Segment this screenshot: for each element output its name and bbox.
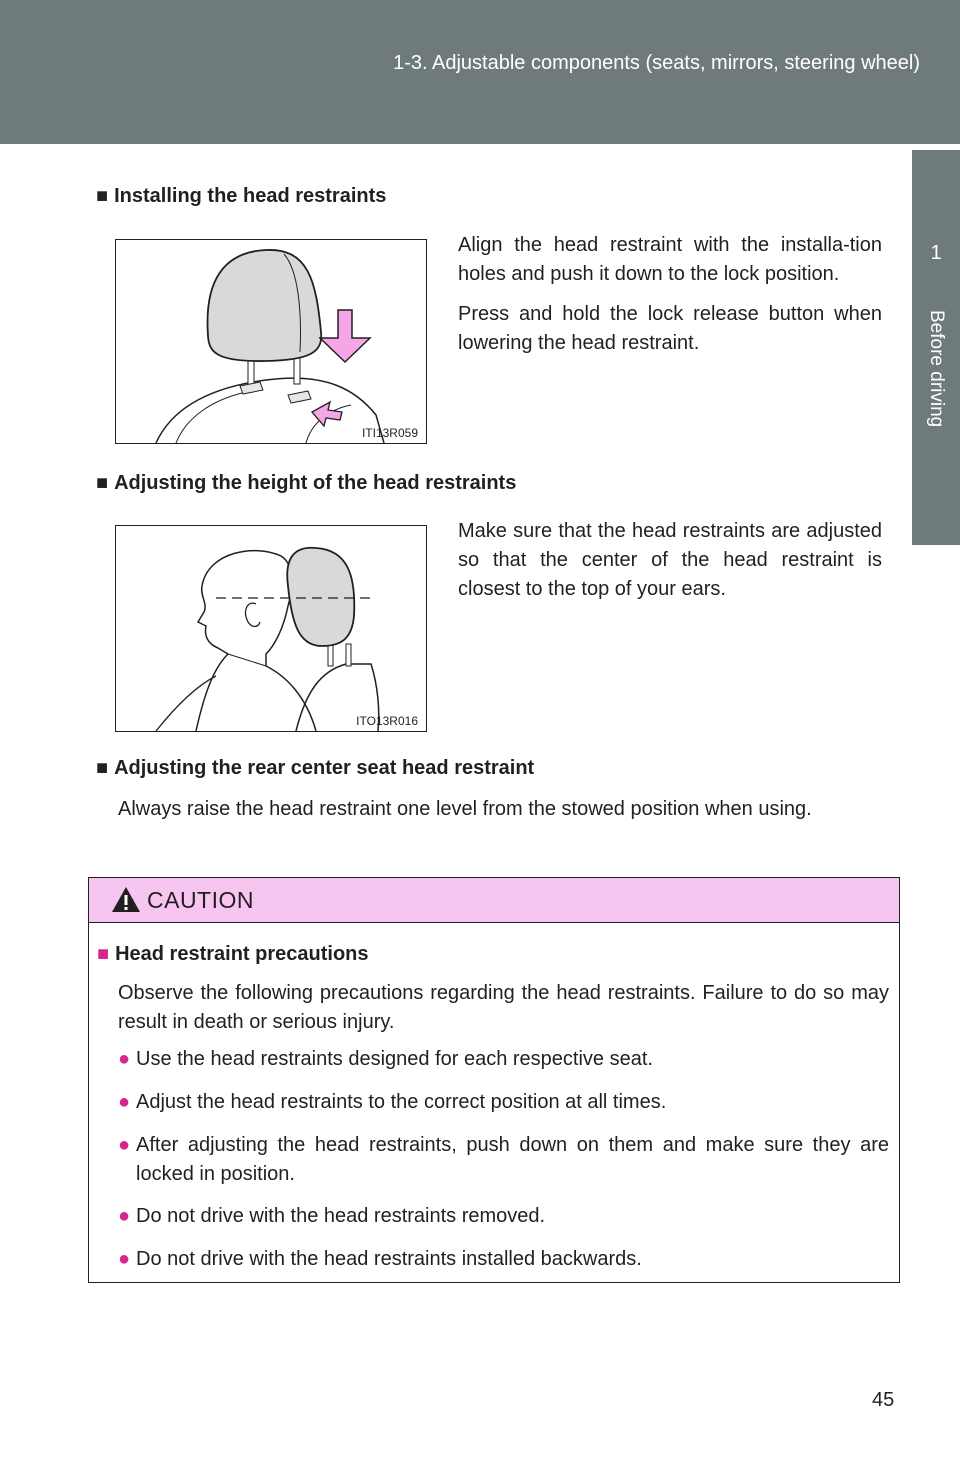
rear-center-instructions: Always raise the head restraint one level from the stowed position when using. <box>118 798 812 820</box>
caution-title: CAUTION <box>147 887 254 913</box>
chapter-label: Before driving <box>926 310 947 428</box>
caution-intro: Observe the following precautions regarding the head restraints. Failure to do so may result in death or serious injury. <box>118 982 889 1033</box>
height-instructions: Make sure that the head restraints are adjusted so that the center of the head restraint is closest to the top of your ears. <box>458 520 882 600</box>
figure-code: ITI13R059 <box>361 426 418 440</box>
caution-bullet: ● Do not drive with the head restraints removed. <box>118 1202 889 1231</box>
caution-bullet: ● Do not drive with the head restraints installed backwards. <box>118 1245 889 1274</box>
chapter-number: 1 <box>930 242 942 264</box>
head-height-illustration <box>116 526 426 731</box>
page-number: 45 <box>872 1389 895 1411</box>
figure-code: ITO13R016 <box>356 714 418 728</box>
square-bullet-icon: ■ <box>96 185 109 207</box>
caution-box <box>88 877 900 1283</box>
circle-bullet-icon: ● <box>118 1048 131 1070</box>
caution-heading: ■ Head restraint precautions <box>97 943 369 965</box>
install-instructions: Align the head restraint with the installa-tion holes and push it down to the lock position. Press and hold the lock release button when lowering the head restraint. <box>458 234 882 354</box>
caution-header <box>89 878 899 923</box>
head-restraint-install-illustration <box>116 240 426 443</box>
page-header <box>0 0 960 144</box>
caution-bullet: ● Adjust the head restraints to the correct position at all times. <box>118 1088 889 1117</box>
circle-bullet-icon: ● <box>118 1248 131 1270</box>
square-bullet-icon: ■ <box>96 757 109 779</box>
square-bullet-icon: ■ <box>97 943 110 965</box>
circle-bullet-icon: ● <box>118 1091 131 1113</box>
section-heading-height: ■ Adjusting the height of the head restraints <box>96 472 517 494</box>
warning-triangle-icon <box>111 886 141 913</box>
circle-bullet-icon: ● <box>118 1205 131 1227</box>
section-heading-installing: ■ Installing the head restraints <box>96 185 387 207</box>
figure-install-head-restraint <box>115 239 427 444</box>
square-bullet-icon: ■ <box>96 472 109 494</box>
section-heading-rear-center: ■ Adjusting the rear center seat head restraint <box>96 757 535 779</box>
chapter-side-tab <box>912 150 960 545</box>
caution-bullet: ● Use the head restraints designed for each respective seat. <box>118 1045 889 1074</box>
figure-adjust-height <box>115 525 427 732</box>
circle-bullet-icon: ● <box>118 1134 131 1156</box>
caution-bullet: ● After adjusting the head restraints, push down on them and make sure they are locked in position. <box>118 1131 889 1189</box>
header-title: 1-3. Adjustable components (seats, mirrors, steering wheel) <box>393 52 920 74</box>
